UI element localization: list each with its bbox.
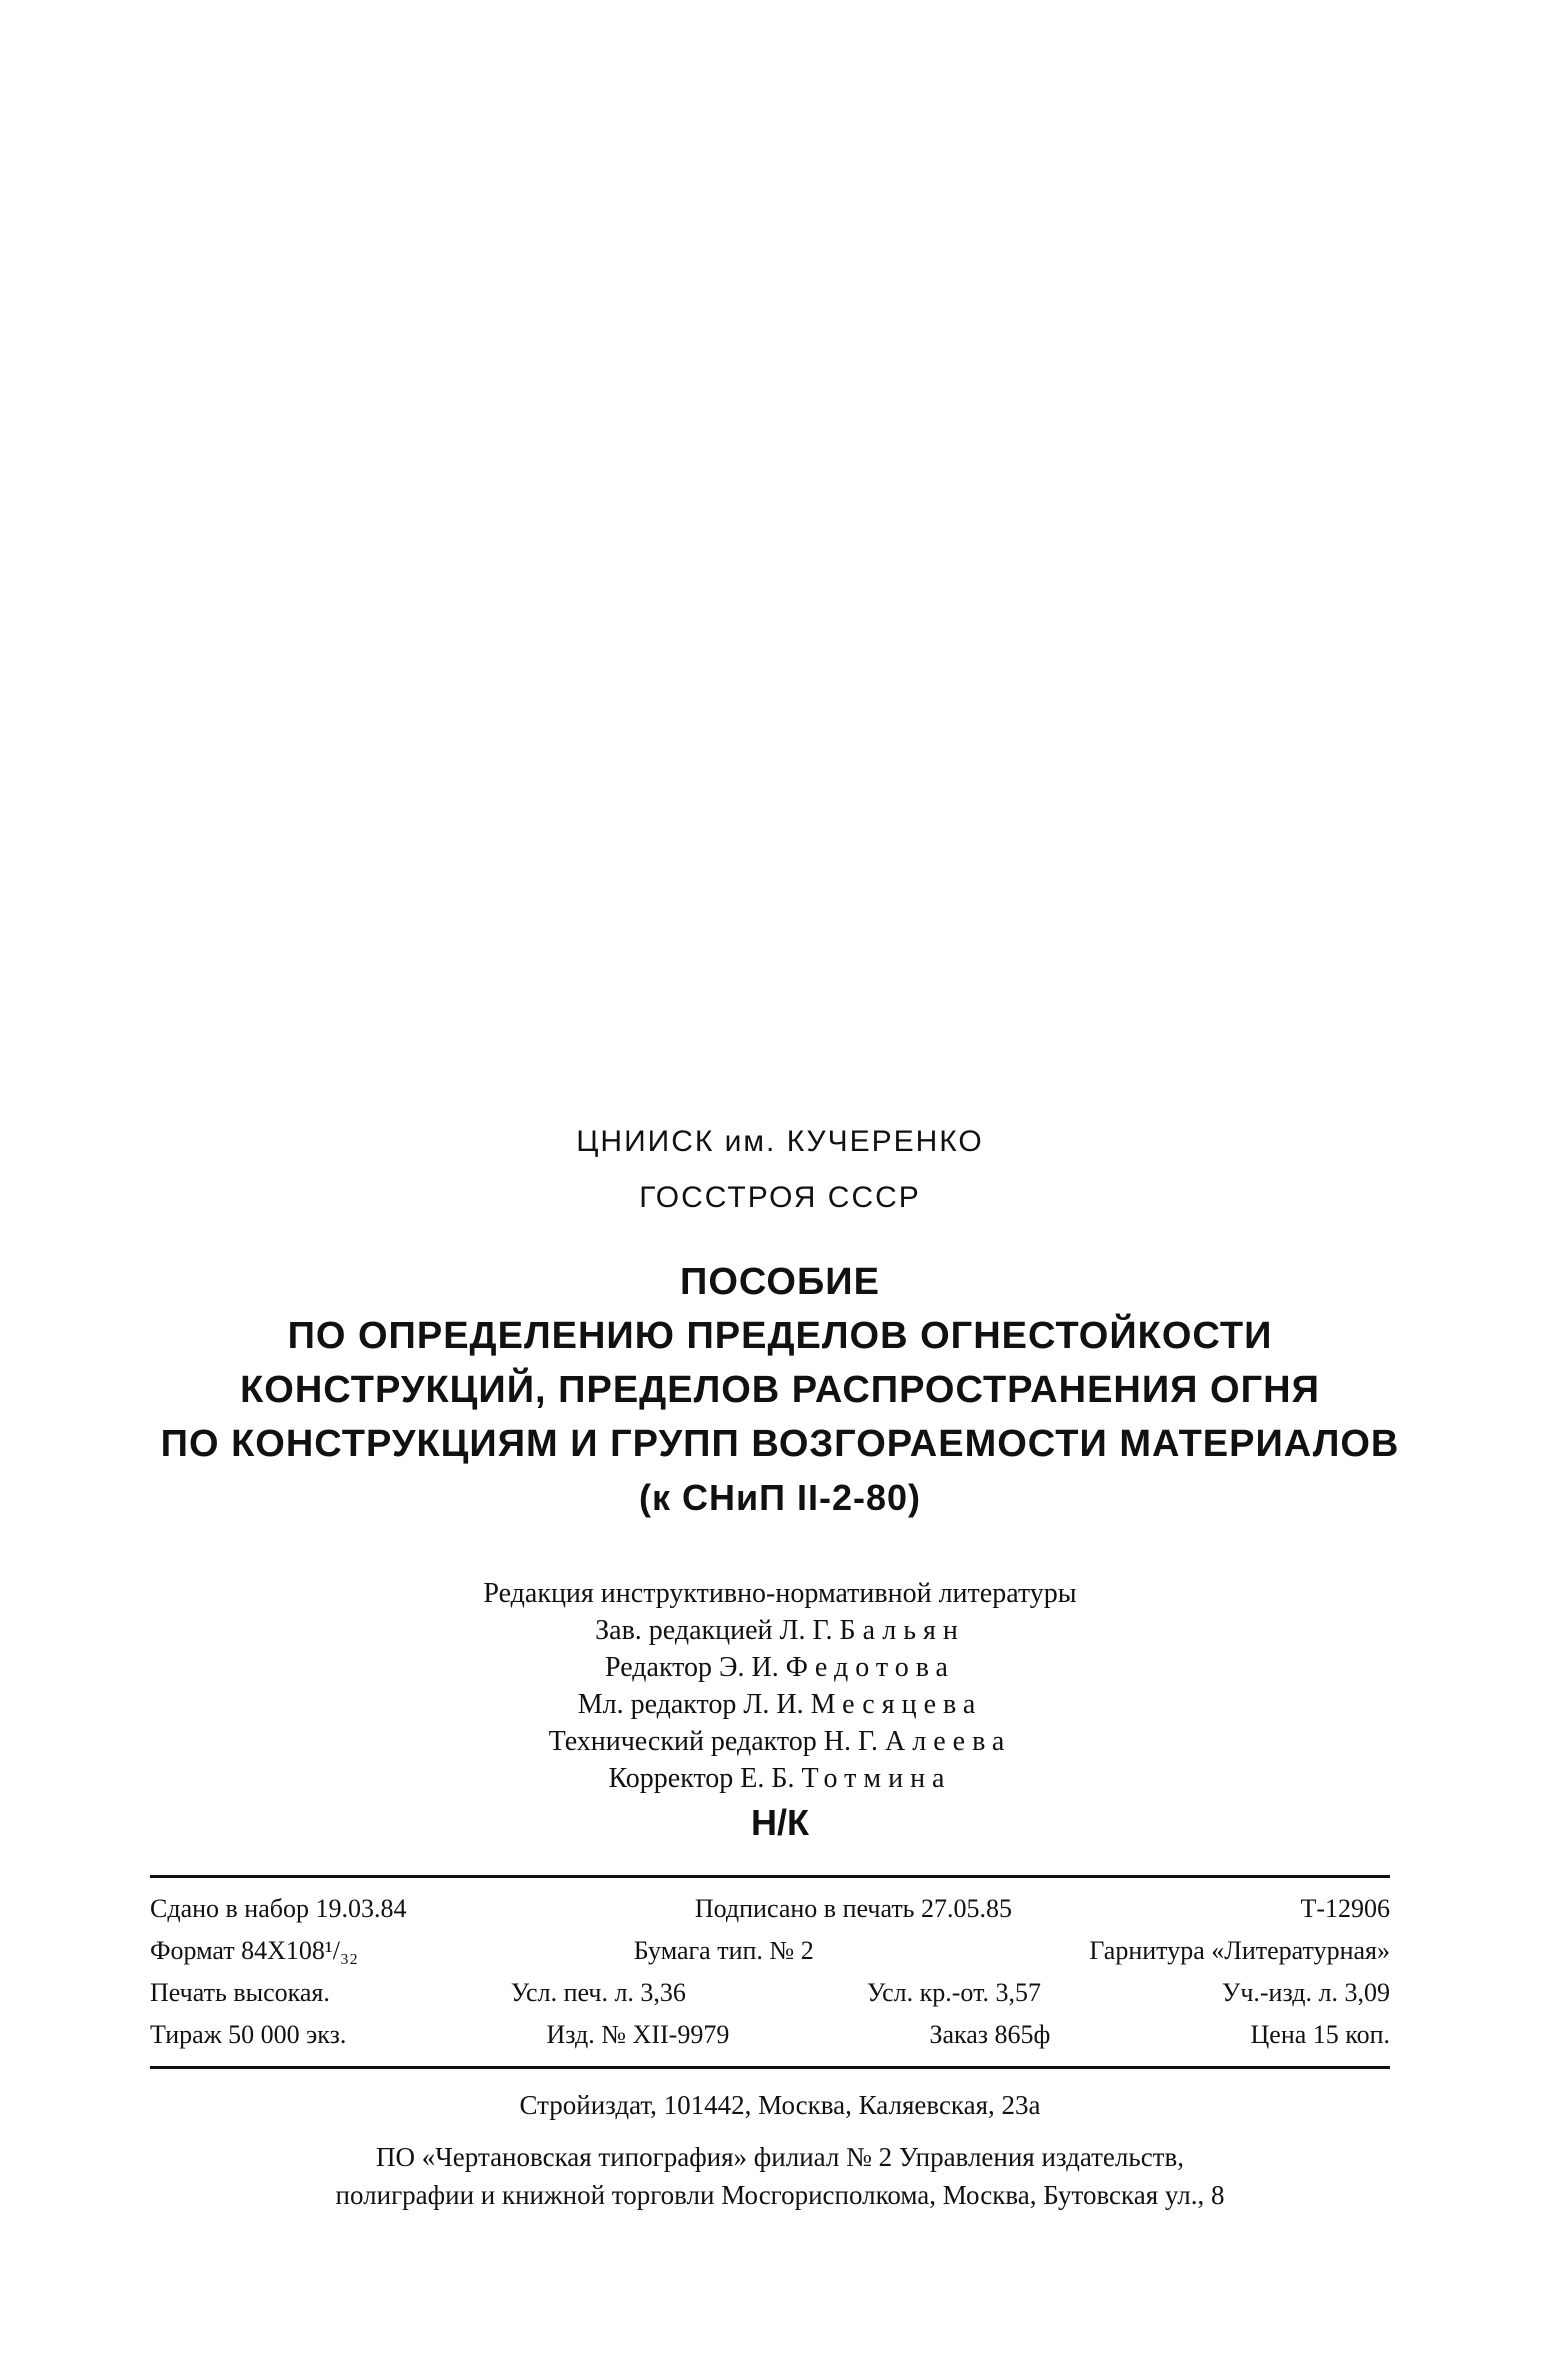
junior-editor-name: Месяцева <box>810 1689 983 1720</box>
printer-line-2: полиграфии и книжной торговли Мосгорисполкома, Москва, Бутовская ул., 8 <box>335 2180 1225 2210</box>
document-title <box>0 1255 1560 1525</box>
agency-name: ГОССТРОЯ СССР <box>639 1181 921 1214</box>
head-editor-line <box>0 1612 1560 1649</box>
head-editor-name: Бальян <box>839 1615 965 1646</box>
editor-line <box>0 1649 1560 1686</box>
editor-name: Федотова <box>785 1652 955 1683</box>
imprint-printing: Печать высокая. <box>150 1978 330 2007</box>
imprint-row-2 <box>150 1930 1390 1972</box>
editor-role: Редактор Э. И. <box>605 1652 779 1683</box>
tech-editor-line <box>0 1723 1560 1760</box>
imprint-paper: Бумага тип. № 2 <box>633 1936 814 1965</box>
corrector-line <box>0 1760 1560 1797</box>
imprint-signed-date: Подписано в печать 27.05.85 <box>694 1894 1013 1923</box>
corrector-name: Тотмина <box>801 1763 952 1794</box>
corrector-role: Корректор Е. Б. <box>608 1763 795 1794</box>
imprint-pub-sheets: Уч.-изд. л. 3,09 <box>1221 1978 1390 2007</box>
imprint-format: Формат 84Х108¹/₃₂ <box>150 1936 359 1965</box>
title-main: ПОСОБИЕ <box>680 1261 880 1303</box>
imprint-block <box>150 1888 1390 2056</box>
nk-mark: Н/К <box>751 1802 809 1843</box>
tech-editor-role: Технический редактор Н. Г. <box>548 1726 879 1757</box>
imprint-row-3 <box>150 1972 1390 2014</box>
title-line-1: ПО ОПРЕДЕЛЕНИЮ ПРЕДЕЛОВ ОГНЕСТОЙКОСТИ <box>287 1315 1273 1357</box>
edition-line: Редакция инструктивно-нормативной литературы <box>483 1578 1077 1609</box>
imprint-license: Т-12906 <box>1300 1894 1390 1923</box>
imprint-edition-number: Изд. № XII-9979 <box>546 2020 730 2049</box>
imprint-print-sheets: Усл. печ. л. 3,36 <box>510 1978 686 2007</box>
head-editor-role: Зав. редакцией Л. Г. <box>595 1615 833 1646</box>
imprint-circulation: Тираж 50 000 экз. <box>150 2020 347 2049</box>
imprint-price: Цена 15 коп. <box>1250 2020 1390 2049</box>
imprint-typeface: Гарнитура «Литературная» <box>1089 1936 1390 1965</box>
junior-editor-role: Мл. редактор Л. И. <box>577 1689 804 1720</box>
imprint-row-1 <box>150 1888 1390 1930</box>
tech-editor-name: Алеева <box>885 1726 1012 1757</box>
imprint-color-prints: Усл. кр.-от. 3,57 <box>866 1978 1041 2007</box>
institute-name: ЦНИИСК им. КУЧЕРЕНКО <box>576 1125 984 1158</box>
publisher-address: Стройиздат, 101442, Москва, Каляевская, 23а <box>519 2090 1041 2120</box>
title-reference: (к СНиП II-2-80) <box>638 1477 922 1518</box>
top-divider <box>150 1875 1390 1878</box>
printer-line-1: ПО «Чертановская типография» филиал № 2 Управления издательств, <box>376 2142 1184 2172</box>
junior-editor-line <box>0 1686 1560 1723</box>
title-line-2: КОНСТРУКЦИЙ, ПРЕДЕЛОВ РАСПРОСТРАНЕНИЯ ОГНЯ <box>240 1369 1320 1411</box>
imprint-order: Заказ 865ф <box>929 2020 1051 2049</box>
bottom-divider <box>150 2066 1390 2069</box>
credits-block <box>0 1575 1560 1797</box>
title-line-3: ПО КОНСТРУКЦИЯМ И ГРУПП ВОЗГОРАЕМОСТИ МАТЕРИАЛОВ <box>160 1423 1400 1465</box>
footer-block <box>0 2086 1560 2214</box>
imprint-typeset-date: Сдано в набор 19.03.84 <box>150 1894 407 1923</box>
imprint-row-4 <box>150 2014 1390 2056</box>
